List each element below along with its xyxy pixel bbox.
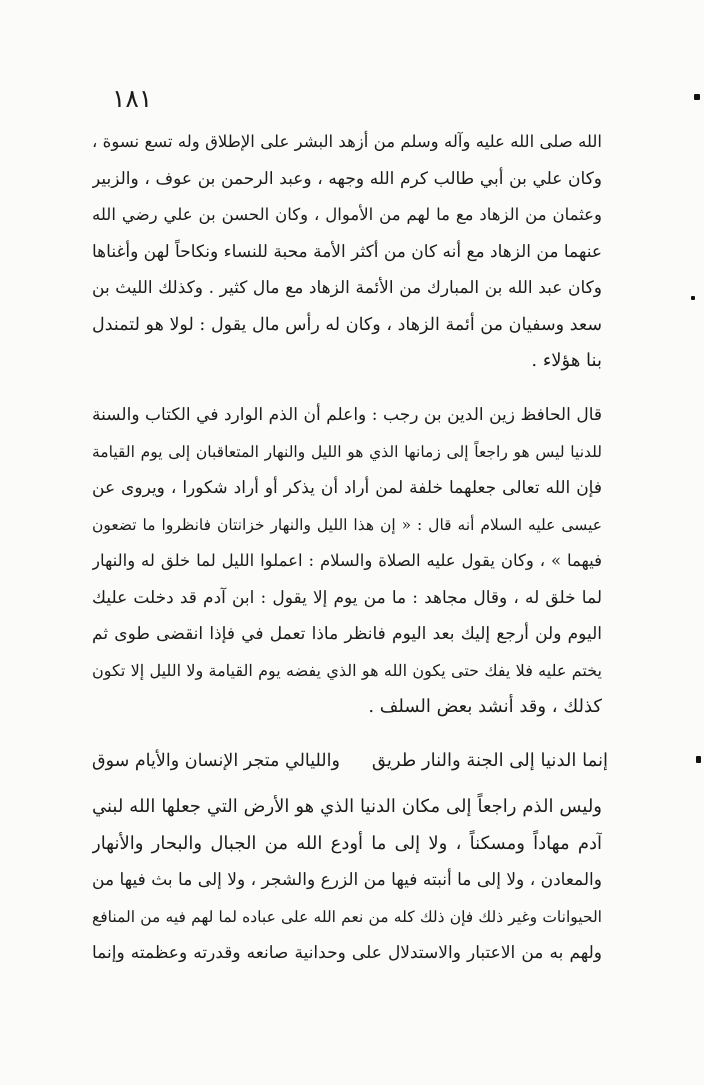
verse-second-hemistich: والليالي متجر الإنسان والأيام سوق [92, 751, 340, 771]
text-line: يختم عليه فلا يفك حتى يكون الله هو الذي يفضه يوم القيامة ولا الليل إلا تكون [92, 660, 602, 680]
verse-first-hemistich: إنما الدنيا إلى الجنة والنار طريق [371, 750, 608, 771]
text-line: والمعادن ، ولا إلى ما أنبته فيها من الزرع والشجر ، ولا إلى ما بث فيها من [92, 870, 602, 890]
text-line: كذلك ، وقد أنشد بعض السلف . [368, 696, 602, 717]
text-line: اليوم ولن أرجع إليك بعد اليوم فانظر ماذا تعمل في فإذا انقضى طوى ثم [92, 624, 602, 644]
margin-mark [694, 94, 700, 100]
text-line: عنهما من الزهاد مع أنه كان من أكثر الأمة محبة للنساء ونكاحاً لهن وأغناها [92, 241, 602, 262]
text-line: فيهما » ، وكان يقول عليه الصلاة والسلام : اعملوا الليل لما خلق له والنهار [92, 551, 602, 570]
poetry-verse [92, 743, 608, 779]
text-line: الله صلى الله عليه وآله وسلم من أزهد البشر على الإطلاق وله تسع نسوة ، [92, 132, 602, 151]
text-line: آدم مهاداً ومسكناً ، ولا إلى ما أودع الله من الجبال والبحار والأنهار [92, 832, 602, 854]
paragraph-2 [92, 397, 602, 726]
text-line: فإن الله تعالى جعلهما خلفة لمن أراد أن يذكر أو أراد شكورا ، ويروى عن [92, 478, 602, 498]
margin-mark [696, 756, 701, 763]
text-line: للدنيا ليس هو راجعاً إلى زمانها الذي هو الليل والنهار المتعاقبان إلى يوم القيامة [92, 442, 602, 461]
text-line: قال الحافظ زين الدين بن رجب : واعلم أن الذم الوارد في الكتاب والسنة [92, 405, 602, 425]
text-line: وليس الذم راجعاً إلى مكان الدنيا الذي هو الأرض التي جعلها الله لبني [92, 796, 602, 817]
text-line: عيسى عليه السلام أنه قال : « إن هذا الليل والنهار خزانتان فانظروا ما تضعون [92, 515, 602, 534]
text-line: وعثمان من الزهاد مع ما لهم من الأموال ، وكان الحسن بن علي رضي الله [92, 205, 602, 224]
text-line: لما خلق له ، وقال مجاهد : ما من يوم إلا يقول : ابن آدم قد دخلت عليك [92, 587, 602, 608]
text-line: ولهم به من الاعتبار والاستدلال على وحدانية صانعه وقدرته وعظمته وإنما [92, 943, 602, 963]
paragraph-1 [92, 124, 602, 380]
text-line: الحيوانات وغير ذلك فإن ذلك كله من نعم الله على عباده لما لهم فيه من المنافع [92, 907, 602, 926]
text-line: وكان عبد الله بن المبارك من الأئمة الزهاد مع مال كثير . وكذلك الليث بن [92, 278, 602, 298]
paragraph-3 [92, 789, 602, 972]
text-line: بنا هؤلاء . [531, 350, 602, 371]
text-line: سعد وسفيان من أئمة الزهاد ، وكان له رأس مال يقول : لولا هو لتمندل [92, 314, 602, 335]
page-number: ١٨١ [112, 84, 153, 113]
text-line: وكان علي بن أبي طالب كرم الله وجهه ، وعبد الرحمن بن عوف ، والزبير [92, 168, 602, 189]
margin-mark [691, 296, 695, 300]
